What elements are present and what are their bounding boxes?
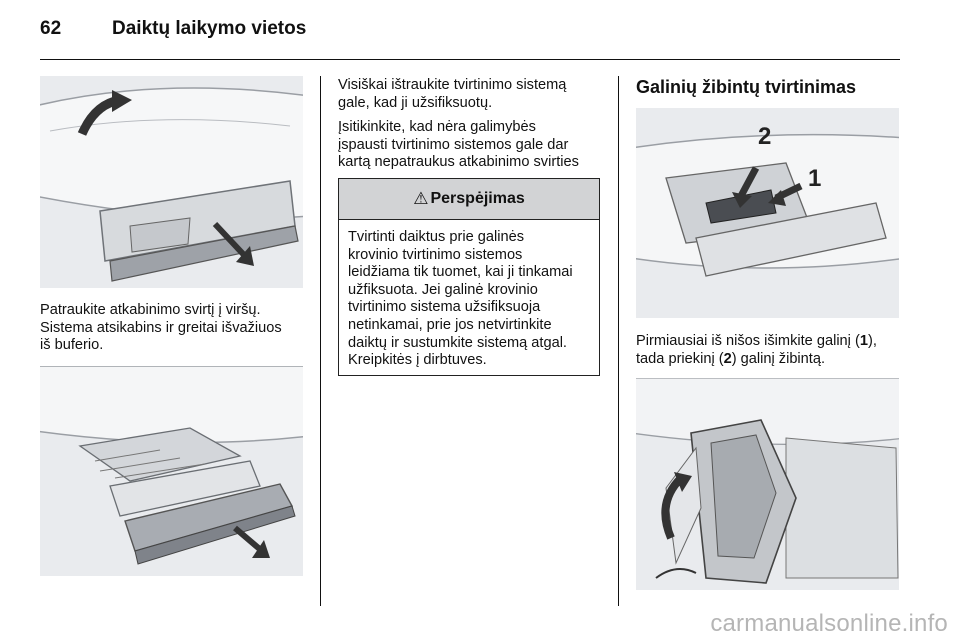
figure-carrier-extended [40,366,303,576]
middle-check-line: kartą nepatraukus atkabinimo svirties [338,154,579,170]
warning-title: Perspėjimas [430,190,525,207]
taillight-removal-drawing [636,378,899,590]
carrier-extended-drawing [40,366,303,576]
column-divider-left [320,76,321,606]
warning-line: tvirtinimo sistema užsifiksuoja [348,299,541,316]
taillight-callouts-drawing [636,108,899,318]
left-caption-line: Sistema atsikabins ir greitai išvažiuos [40,319,282,336]
warning-line: Tvirtinti daiktus prie galinės [348,229,525,245]
left-caption-line: Patraukite atkabinimo svirtį į viršų. [40,302,261,318]
warning-triangle-icon: ⚠ [413,189,429,208]
right-caption [636,333,916,368]
page-number: 62 [40,18,62,39]
caption-text: ), [867,333,877,349]
left-caption-line: iš buferio. [40,337,104,353]
left-caption [40,302,315,355]
middle-intro-line: gale, kad ji užsifiksuotų. [338,94,493,111]
warning-line: leidžiama tik tuomet, kai ji tinkamai [348,264,573,281]
warning-line: netinkamai, prie jos netvirtinkite [348,316,552,333]
page-header [40,18,900,48]
figure-taillight-removal [636,378,899,590]
release-lever-drawing [40,76,303,288]
page-title: Daiktų laikymo vietos [112,18,307,39]
caption-text: ) galinį žibintą. [731,350,826,367]
middle-check [338,119,608,172]
caption-number: 2 [723,350,732,367]
warning-line: daiktų ir sustumkite sistemą atgal. [348,334,567,351]
column-divider-right [618,76,619,606]
caption-text: tada priekinį ( [636,350,724,367]
right-caption-line-1 [636,333,916,351]
right-caption-line-2 [636,351,916,369]
warning-body [348,229,598,370]
figure-taillight-callouts [636,108,899,318]
middle-intro [338,77,608,112]
middle-intro-line: Visiškai ištraukite tvirtinimo sistemą [338,77,567,93]
warning-line: Kreipkitės į dirbtuves. [348,352,487,369]
caption-number: 1 [859,333,868,349]
warning-line: užfiksuota. Jei galinė krovinio [348,281,538,298]
warning-box [338,178,600,376]
callout-2: 2 [758,123,772,150]
section-heading: Galinių žibintų tvirtinimas [636,77,857,97]
warning-line: krovinio tvirtinimo sistemos [348,246,523,263]
middle-check-line: Įsitikinkite, kad nėra galimybės [338,119,536,135]
header-rule [40,59,900,60]
figure-release-lever [40,76,303,288]
callout-1: 1 [808,165,822,192]
watermark: carmanualsonline.info [710,610,948,637]
middle-check-line: įspausti tvirtinimo sistemos gale dar [338,136,569,153]
warning-header [339,179,599,220]
caption-text: Pirmiausiai iš nišos išimkite galinį ( [636,333,860,349]
